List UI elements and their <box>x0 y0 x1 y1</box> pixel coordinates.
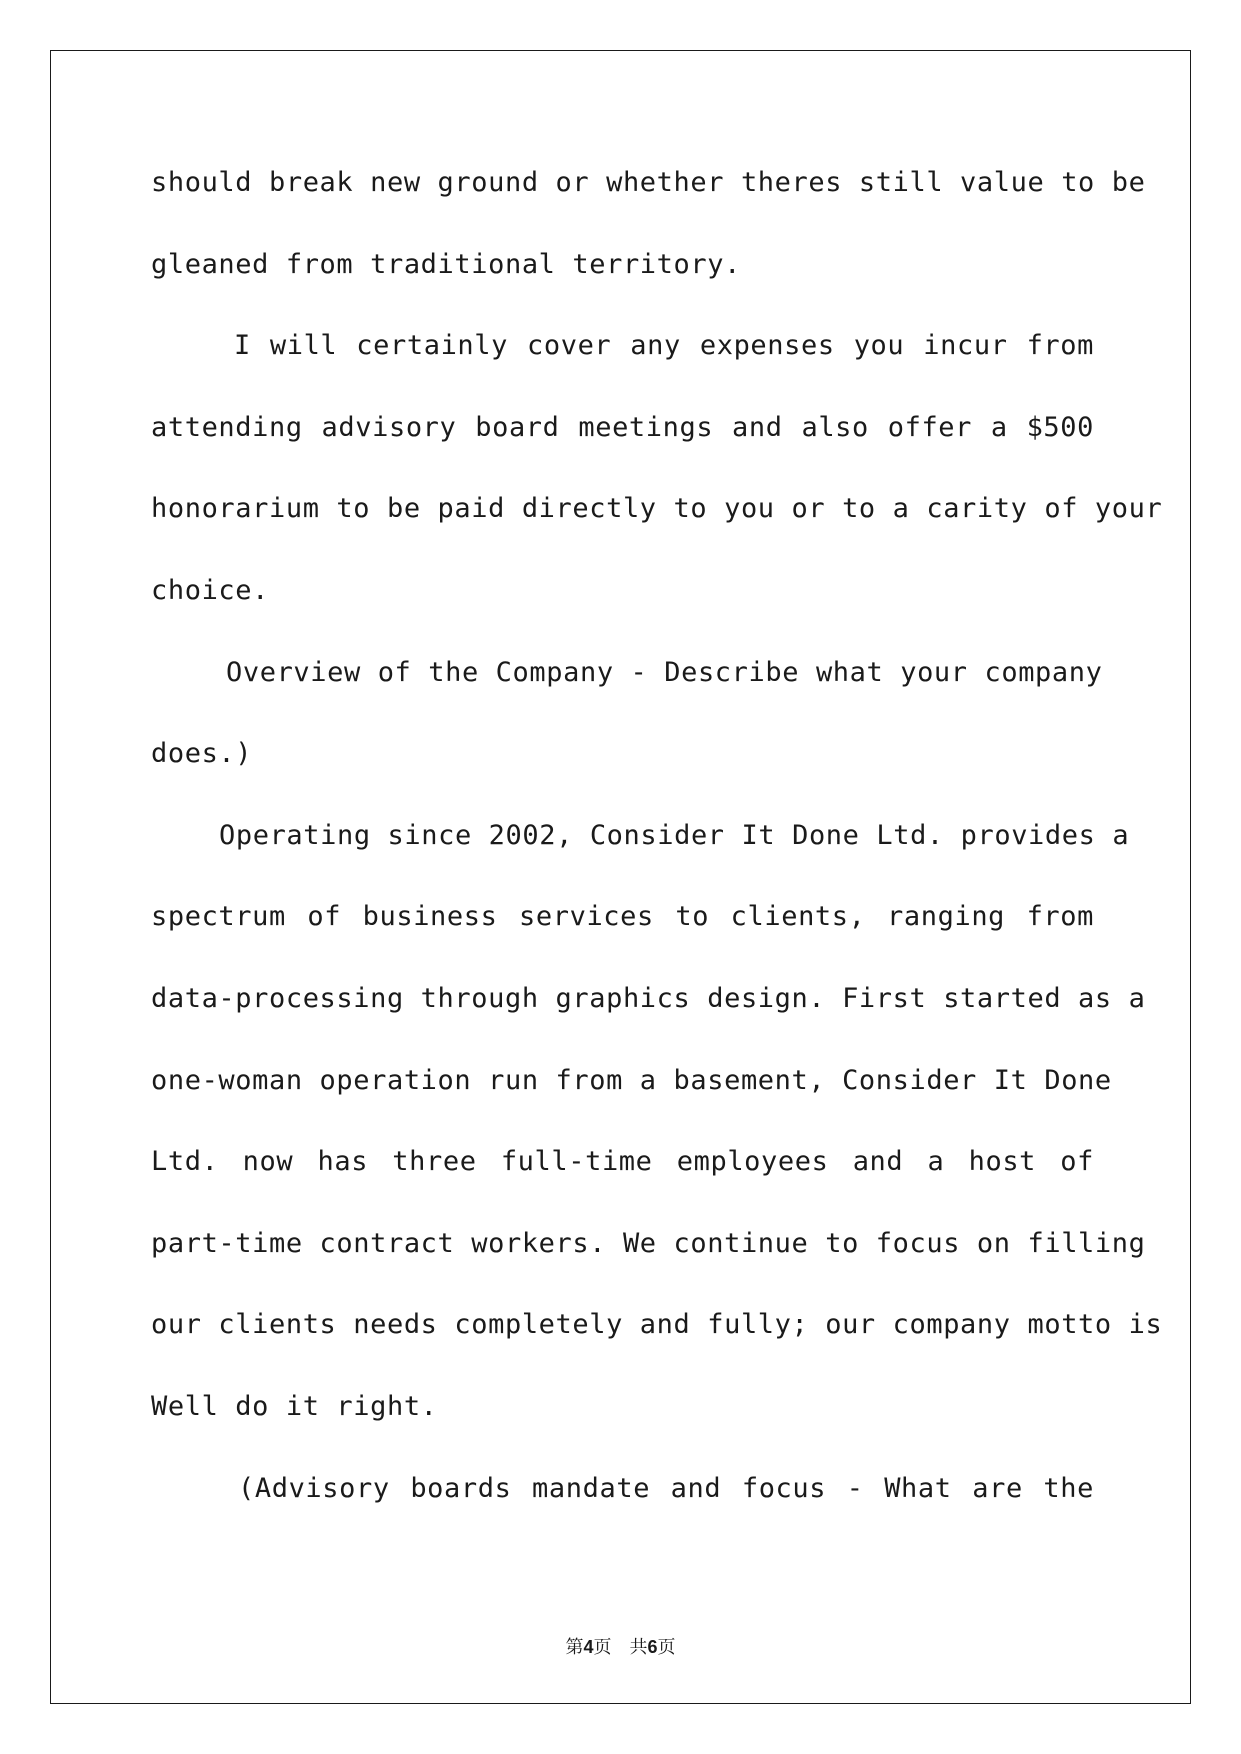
page-footer <box>0 1633 1241 1659</box>
text-line: gleaned from traditional territory. <box>151 248 741 280</box>
footer-total-prefix: 共 <box>629 1637 648 1658</box>
text-line: Ltd. now has three full-time employees and a host of <box>151 1146 1094 1178</box>
text-line: does.) <box>151 738 253 770</box>
text-line: (Advisory boards mandate and focus - What are the <box>238 1472 1094 1504</box>
text-line: should break new ground or whether theres still value to be <box>151 167 1146 198</box>
text-line: attending advisory board meetings and also offer a $500 <box>151 411 1094 443</box>
text-line: Well do it right. <box>151 1390 438 1422</box>
footer-total-suffix: 页 <box>657 1637 676 1658</box>
text-line: choice. <box>151 574 269 606</box>
text-line: Overview of the Company - Describe what your company <box>226 656 1103 688</box>
text-line: I will certainly cover any expenses you incur from <box>234 330 1094 362</box>
total-pages-number: 6 <box>647 1637 658 1657</box>
footer-page-suffix: 页 <box>593 1637 612 1658</box>
footer-prefix: 第 <box>565 1637 584 1658</box>
text-line: part-time contract workers. We continue to focus on filling <box>151 1227 1146 1259</box>
text-line: honorarium to be paid directly to you or to a carity of your <box>151 493 1163 525</box>
text-line: Operating since 2002, Consider It Done Ltd. provides a <box>219 819 1130 851</box>
text-line: data-processing through graphics design. First started as a <box>151 982 1146 1014</box>
text-line: spectrum of business services to clients, ranging from <box>151 901 1094 933</box>
text-line: our clients needs completely and fully; our company motto is <box>151 1309 1163 1341</box>
document-body <box>151 165 1163 1552</box>
current-page-number: 4 <box>583 1637 594 1657</box>
text-line: one-woman operation run from a basement, Consider It Done <box>151 1064 1112 1096</box>
